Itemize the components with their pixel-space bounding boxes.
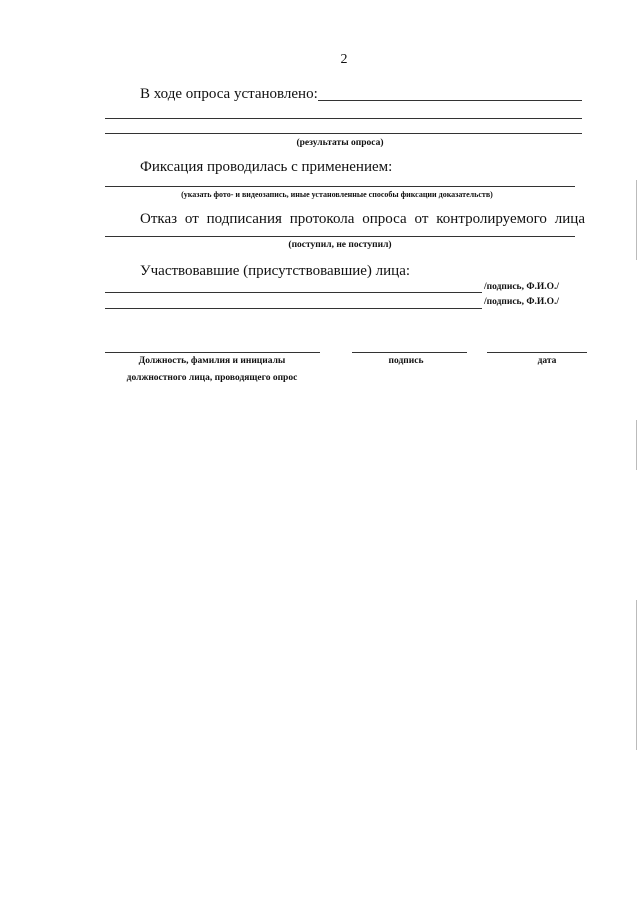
refusal-label: Отказ от подписания протокола опроса от контролируемого лица [140,211,585,227]
survey-results-label: В ходе опроса установлено: [140,86,318,102]
fixation-caption: (указать фото- и видеозапись, иные установленные способы фиксации доказательств) [181,190,493,199]
scan-edge-mark [636,420,637,470]
official-caption-line-2: должностного лица, проводящего опрос [126,373,298,383]
participant-1-field-line[interactable] [105,292,482,293]
participant-1-caption: /подпись, Ф.И.О./ [484,282,560,292]
scan-edge-mark [636,180,637,260]
refusal-caption: (поступил, не поступил) [288,240,392,250]
signature-caption: подпись [388,356,424,366]
date-field-line[interactable] [487,352,587,353]
signature-field-line[interactable] [352,352,467,353]
date-caption: дата [537,356,557,366]
survey-results-field-line-2[interactable] [105,118,582,119]
refusal-field-line[interactable] [105,236,575,237]
official-field-line[interactable] [105,352,320,353]
survey-results-field-line-1[interactable] [318,100,582,101]
participant-2-caption: /подпись, Ф.И.О./ [484,297,560,307]
participants-label: Участвовавшие (присутствовавшие) лица: [140,263,411,279]
page-number: 2 [340,52,348,67]
official-caption-line-1: Должность, фамилия и инициалы [138,356,286,366]
survey-results-caption: (результаты опроса) [296,138,384,148]
survey-results-field-line-3[interactable] [105,133,582,134]
scan-edge-mark [636,600,637,750]
fixation-label: Фиксация проводилась с применением: [140,159,393,175]
participant-2-field-line[interactable] [105,308,482,309]
fixation-field-line[interactable] [105,186,575,187]
